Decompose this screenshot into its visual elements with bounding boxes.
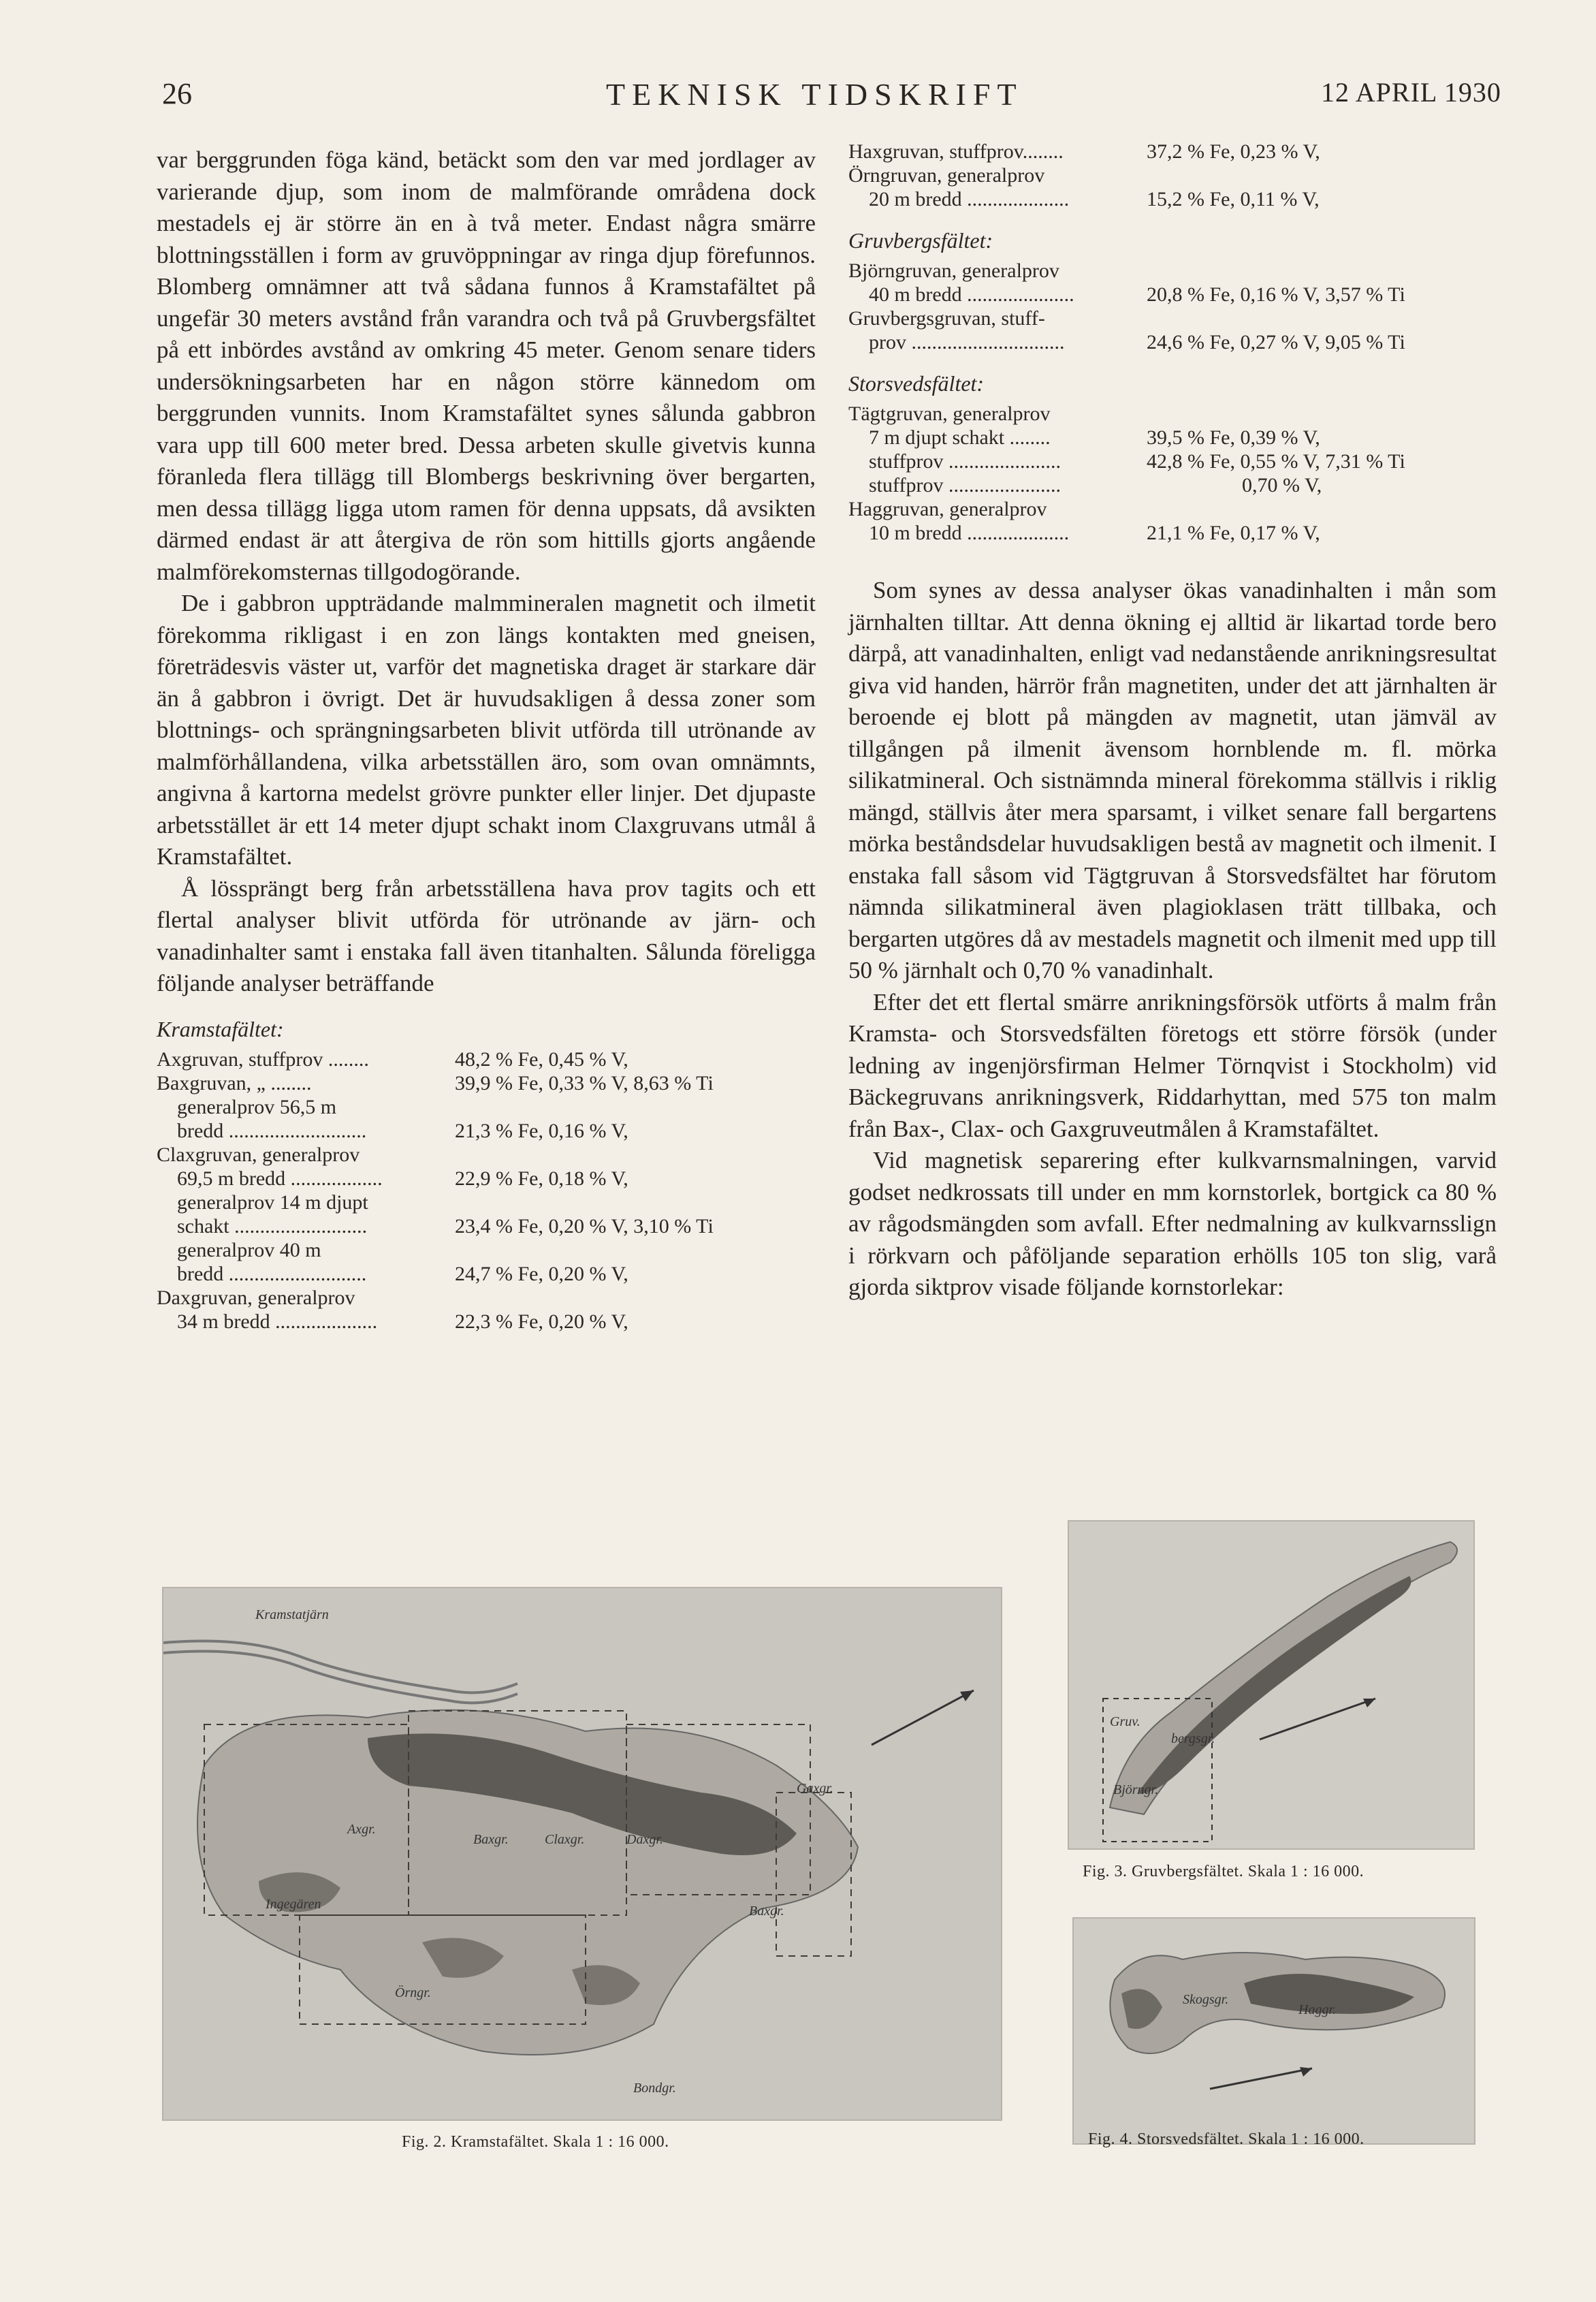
figure-2-caption: Fig. 2. Kramstafältet. Skala 1 : 16 000. <box>402 2133 669 2151</box>
kramsta-map-drawing <box>163 1588 1001 2119</box>
label-ax: Axgr. <box>347 1822 376 1837</box>
right-column <box>848 140 1497 1304</box>
paragraph: Som synes av dessa analyser ökas vanadinhalten i mån som järnhalten tilltar. Att denna ökning ej alltid är likartad torde bero därpå, att vanadinhalten, enligt vad nedanstående anrikningsresultat giva vid handen, härrör från magnetiten, under det att järnhalten är beroende ej blott på mängden av magnetit, utan jämväl av tillgången på ilmenit ävensom hornblende m. fl. mörka silikatmineral. Och sistnämnda mineral förekomma ställvis i riklig mängd, ställvis åter mera sparsamt, i vilket senare fall bergartens mörka beståndsdelar huvudsakligen bestå av magnetit och ilmenit. I enstaka fall såsom vid Tägtgruvan å Storsvedsfältet har förutom nämnda silikatmineral även plagioklasen trätt tillbaka, och bergarten utgöres då av mestadels magnetit och ilmenit med upp till 50 % järnhalt och 0,70 % vanadinhalt. <box>848 577 1497 983</box>
analysis-row: schakt .......................... 23,4 % Fe, 0,20 % V, 3,10 % Ti <box>177 1214 714 1237</box>
analysis-row: generalprov 56,5 m <box>177 1095 337 1118</box>
analysis-table-continued <box>848 140 1497 211</box>
left-column <box>157 144 816 1334</box>
analysis-row: Haxgruvan, stuffprov........ 37,2 % Fe, 0,23 % V, <box>848 140 1320 163</box>
paragraph: Efter det ett flertal smärre anrikningsförsök utförts å malm från Kramsta- och Storsvedsfälten företogs ett större försök (under ledning av ingenjörsfirman Helmer Törnqvist i Stockholm) vid Bäckegruvans anrikningsverk, Riddarhyttan, med 575 ton malm från Bax-, Clax- och Gaxgruveutmålen å Kramstafältet. <box>848 988 1497 1142</box>
figure-3-map <box>1068 1520 1475 1850</box>
issue-date: 12 APRIL 1930 <box>1321 77 1501 108</box>
analysis-row: stuffprov ...................... 42,8 % Fe, 0,55 % V, 7,31 % Ti <box>869 450 1405 473</box>
analysis-row: 10 m bredd .................... 21,1 % Fe, 0,17 % V, <box>869 522 1320 544</box>
gruvberg-map-drawing <box>1069 1521 1473 1848</box>
journal-title: TEKNISK TIDSKRIFT <box>606 77 1023 112</box>
analysis-row: Haggruvan, generalprov <box>848 498 1047 520</box>
analysis-row: Gruvbergsgruvan, stuff- <box>848 307 1045 330</box>
label-dax: Daxgr. <box>626 1832 663 1847</box>
analysis-row: bredd ........................... 21,3 % Fe, 0,16 % V, <box>177 1119 628 1142</box>
storsved-map-drawing <box>1074 1919 1474 2143</box>
analysis-row: 69,5 m bredd .................. 22,9 % Fe, 0,18 % V, <box>177 1167 628 1190</box>
analysis-row: Tägtgruvan, generalprov <box>848 403 1051 425</box>
analysis-table-storsved <box>848 402 1497 545</box>
analysis-row: Örngruvan, generalprov <box>848 164 1045 187</box>
analysis-row: bredd ........................... 24,7 % Fe, 0,20 % V, <box>177 1262 628 1285</box>
analysis-row: Claxgruvan, generalprov <box>157 1143 360 1166</box>
section-heading-kramsta: Kramstafältet: <box>157 1016 284 1041</box>
lake-label: Kramstatjärn <box>255 1607 329 1622</box>
analysis-row: generalprov 14 m djupt <box>177 1191 368 1214</box>
paragraph: var berggrunden föga känd, betäckt som den var med jordlager av varierande djup, som inom de malmförande områdena dock mestadels ej är större än en à två meter. Endast några smärre blottningsställen i form av gruvöppningar av ringa djup förefunnos. Blomberg omnämner att två sådana funnos å Kramstafältet på ungefär 30 meters avstånd från varandra och två på Gruvbergsfältet på ett inbördes avstånd av omkring 45 meter. Genom senare tiders undersökningsarbeten har en någon större kännedom om berggrunden vunnits. Inom Kramstafältet synes sålunda gabbron vara upp till 600 meter bred. Dessa arbeten skulle givetvis kunna föranleda flera tillägg till Blombergs beskrivning över bergarten, men dessa tillägg ligga utom ramen för denna uppsats, då avsikten därmed endast är att återgiva de rön som hittills gjorts angående malmförekomsternas tillgodogörande. <box>157 146 816 585</box>
label-bergsgr: bergsgr. <box>1171 1731 1215 1746</box>
analysis-row: Björngruvan, generalprov <box>848 259 1059 282</box>
analysis-row: 40 m bredd ..................... 20,8 % Fe, 0,16 % V, 3,57 % Ti <box>869 283 1405 306</box>
analysis-row: Baxgruvan, „ ........ 39,9 % Fe, 0,33 % V, 8,63 % Ti <box>157 1071 714 1094</box>
analysis-row: prov .............................. 24,6 % Fe, 0,27 % V, 9,05 % Ti <box>869 331 1405 353</box>
figure-4-map <box>1072 1917 1475 2145</box>
analysis-table-kramsta <box>157 1047 816 1334</box>
analysis-row: Daxgruvan, generalprov <box>157 1286 355 1309</box>
analysis-row: Axgruvan, stuffprov ........ 48,2 % Fe, 0,45 % V, <box>157 1047 628 1071</box>
analysis-row: 7 m djupt schakt ........ 39,5 % Fe, 0,39 % V, <box>869 426 1320 449</box>
label-bax: Baxgr. <box>473 1832 509 1847</box>
analysis-row: stuffprov ...................... 0,70 % V, <box>869 474 1322 496</box>
label-bond: Bondgr. <box>633 2081 676 2096</box>
page-number: 26 <box>162 77 192 110</box>
label-orn: Örngr. <box>395 1985 431 2000</box>
section-heading-storsved: Storsvedsfältet: <box>848 371 985 396</box>
analysis-table-gruvberg <box>848 259 1497 354</box>
analysis-row: 34 m bredd .................... 22,3 % Fe, 0,20 % V, <box>177 1310 628 1333</box>
paragraph: Å lössprängt berg från arbetsställena hava prov tagits och ett flertal analyser blivit utförda för utrönande av järn- och vanadinhalter samt i enstaka fall även titanhalten. Sålunda föreligga följande analyser beträffande <box>157 874 816 996</box>
label-skogsgr: Skogsgr. <box>1183 1992 1229 2007</box>
figure-2-map <box>162 1587 1002 2121</box>
section-heading-gruvberg: Gruvbergsfältet: <box>848 228 993 253</box>
label-ingegaren: Ingegären <box>266 1897 321 1912</box>
paragraph: De i gabbron uppträdande malmmineralen magnetit och ilmetit förekomma rikligast i en zon längs kontakten med gneisen, företrädesvis väster ut, varför det magnetiska draget är starkare där än å gabbron i övrigt. Det är huvudsakligen å dessa zoner som blottnings- och sprängningsarbeten blivit utförda till utrönande av malmförhållandena, vilka arbetsställen äro, som ovan omnämnts, angivna å kartorna medelst grövre punkter eller linjer. Det djupaste arbetsstället är ett 14 meter djupt schakt inom Claxgruvans utmål å Kramstafältet. <box>157 590 816 870</box>
label-clax: Claxgr. <box>545 1832 585 1847</box>
label-haggr: Haggr. <box>1298 2002 1337 2017</box>
figure-3-caption: Fig. 3. Gruvbergsfältet. Skala 1 : 16 000. <box>1083 1863 1364 1880</box>
paragraph: Vid magnetisk separering efter kulkvarnsmalningen, varvid godset nedkrossats till under en mm kornstorlek, bortgick ca 80 % av rågodsmängden som avfall. Efter nedmalning av kulkvarnsslign i rörkvarn och påföljande separation erhölls 105 ton slig, varå gjorda siktprov visade följande kornstorlekar: <box>848 1147 1497 1300</box>
label-gax: Gaxgr. <box>797 1781 833 1796</box>
analysis-row: 20 m bredd .................... 15,2 % Fe, 0,11 % V, <box>869 188 1320 210</box>
label-bax2: Baxgr. <box>749 1904 784 1919</box>
figure-4-caption: Fig. 4. Storsvedsfältet. Skala 1 : 16 000. <box>1088 2130 1364 2148</box>
label-bjorngr: Björngr. <box>1113 1782 1159 1797</box>
label-gruv: Gruv. <box>1110 1714 1140 1729</box>
analysis-row: generalprov 40 m <box>177 1238 321 1261</box>
